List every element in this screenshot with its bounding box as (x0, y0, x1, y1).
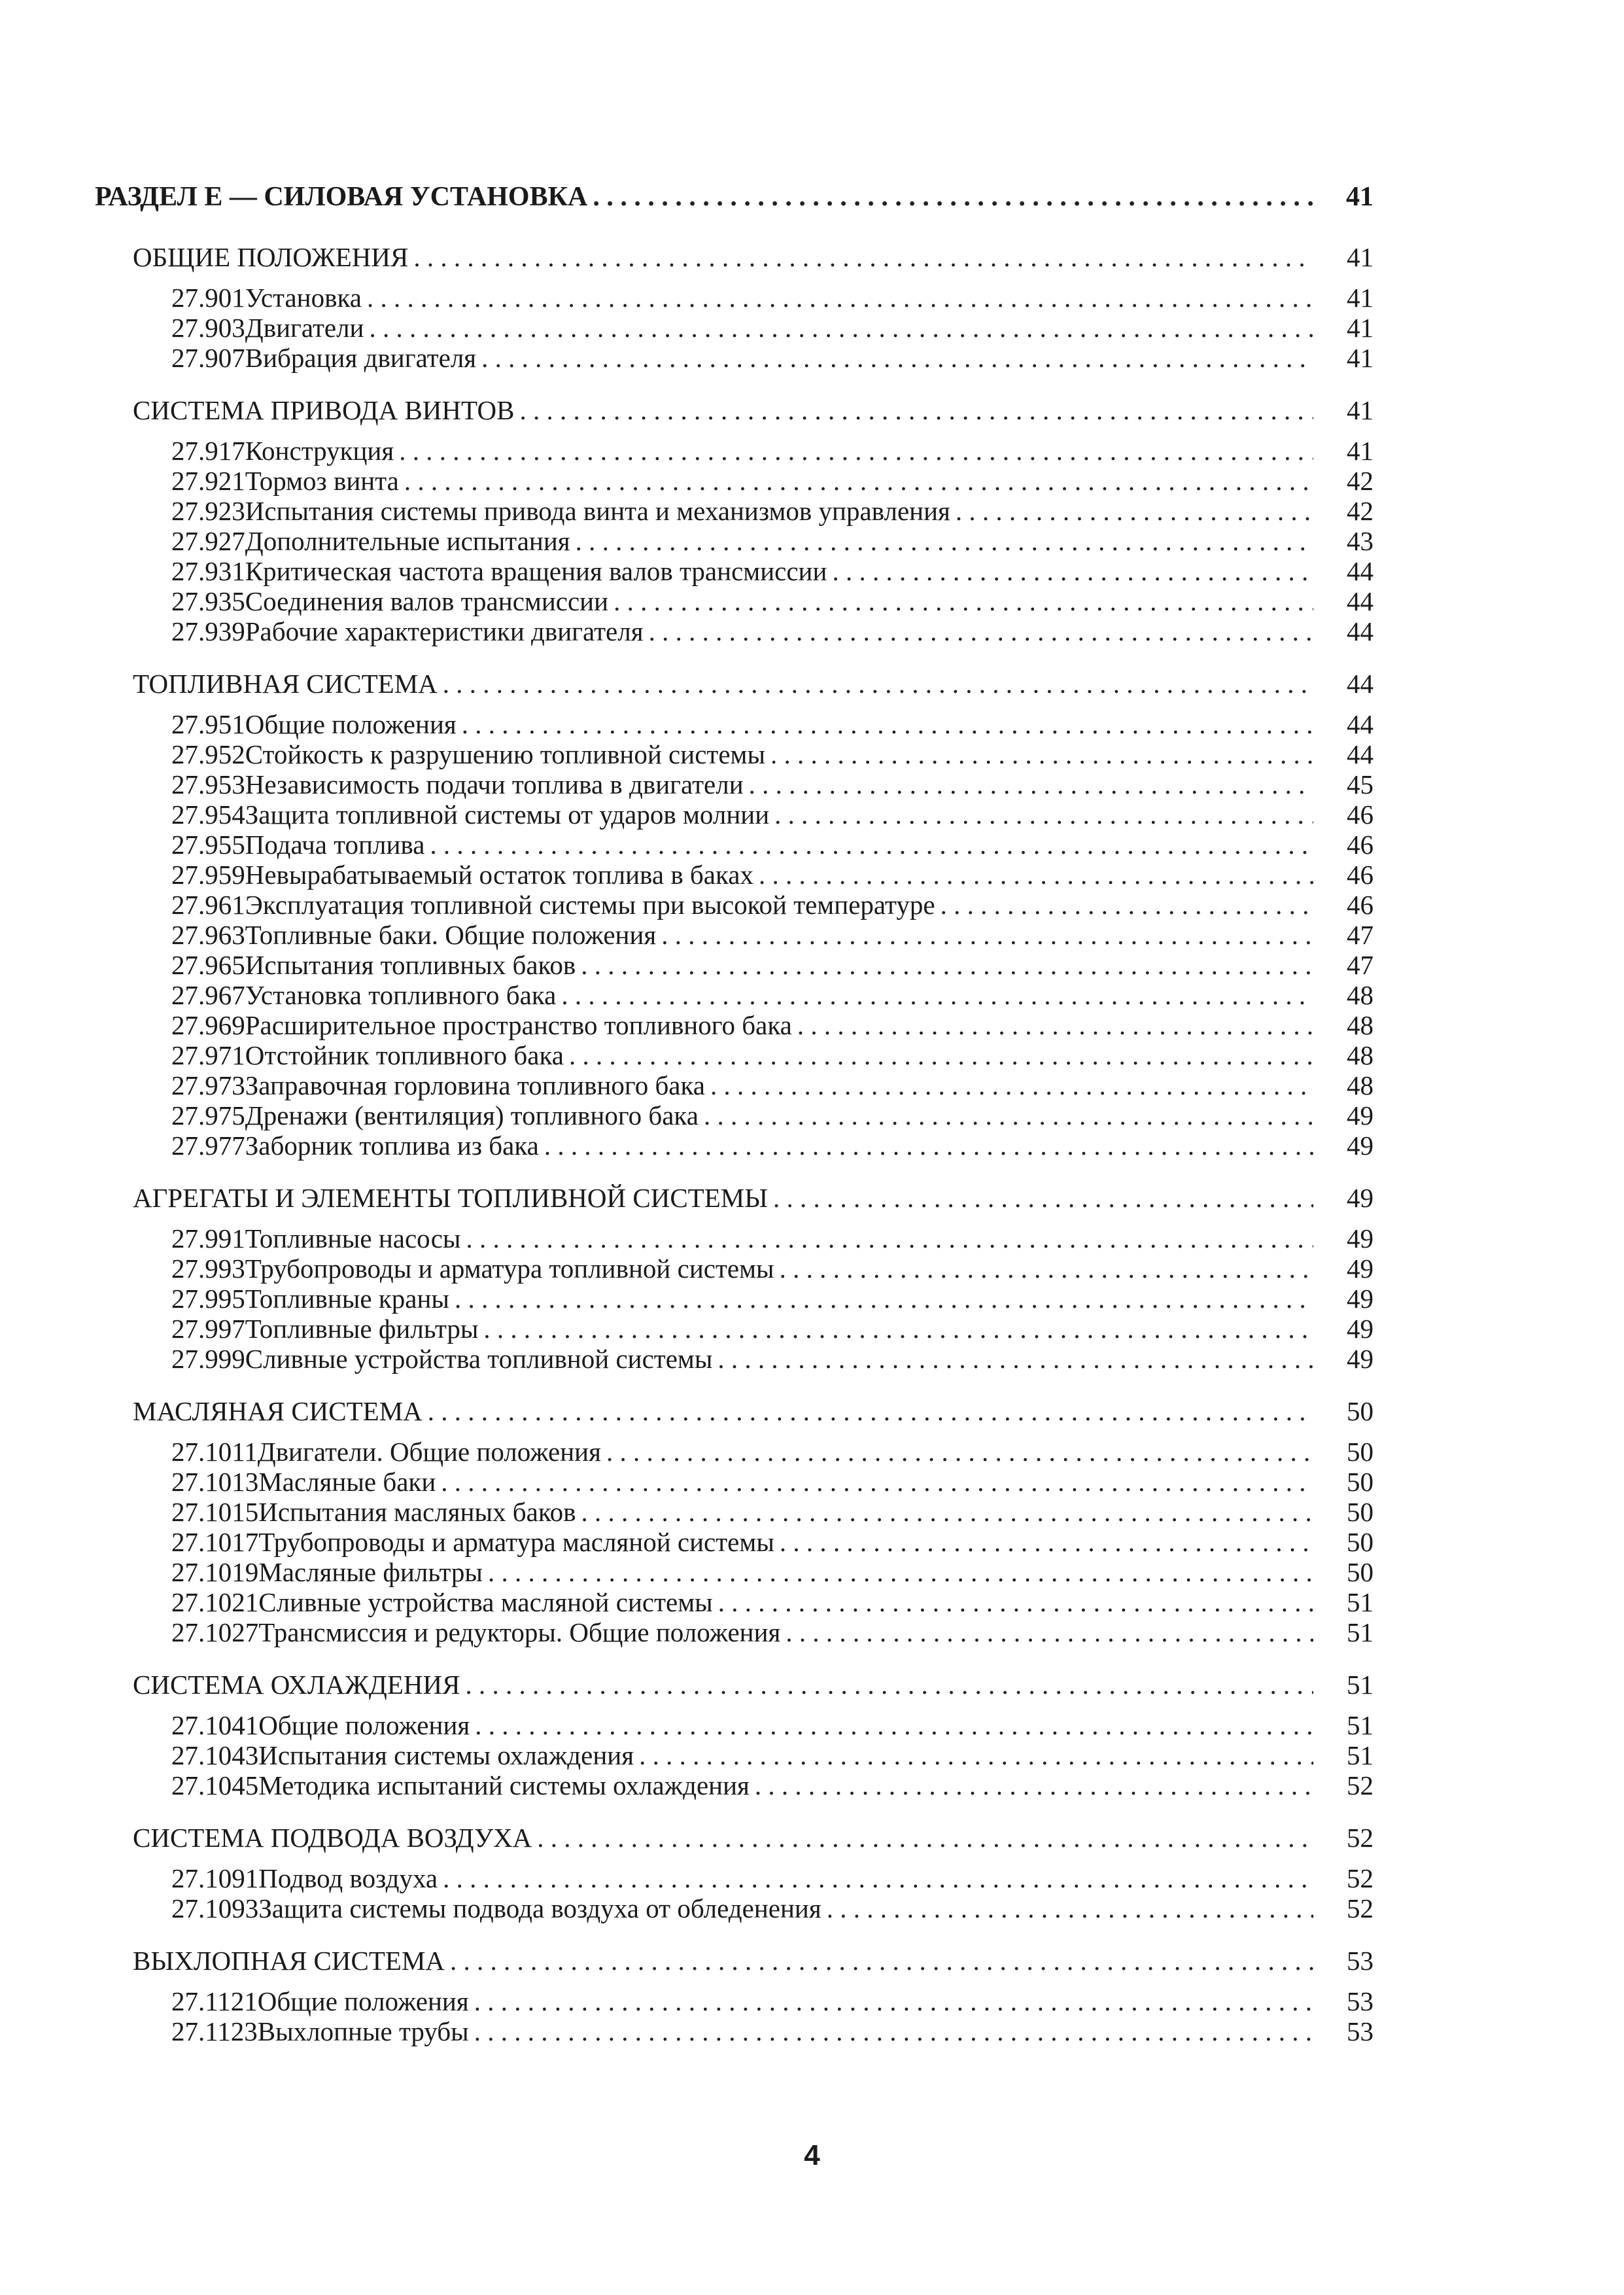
entry-title: Тормоз винта (245, 466, 399, 496)
entry-number: 27.901 (171, 283, 245, 313)
dot-leader (404, 466, 1313, 497)
dot-leader (430, 830, 1313, 860)
dot-leader (443, 1863, 1313, 1894)
entry-title: Подача топлива (245, 830, 425, 860)
entry-title: Дренажи (вентиляция) топливного бака (245, 1100, 699, 1130)
section-page: 53 (1347, 1946, 1373, 1976)
entry-page: 46 (1347, 799, 1373, 830)
entry-number: 27.959 (171, 860, 245, 890)
entry-title: Трансмиссия и редукторы. Общие положения (258, 1617, 781, 1647)
entry-number: 27.903 (171, 313, 245, 343)
dot-leader (704, 1100, 1313, 1131)
entry-page: 41 (1347, 343, 1373, 373)
dot-leader (832, 556, 1313, 587)
entry-title: Общие положения (245, 709, 457, 739)
dot-leader (941, 890, 1313, 920)
toc-entry[interactable] (95, 1223, 1373, 1253)
entry-page: 50 (1347, 1467, 1373, 1497)
entry-title: Испытания системы охлаждения (258, 1740, 634, 1770)
entry-number: 27.1021 (171, 1587, 259, 1617)
entry-number: 27.935 (171, 586, 245, 616)
toc-entry[interactable] (95, 1557, 1373, 1587)
toc-entry[interactable] (95, 1437, 1373, 1467)
toc-entry[interactable] (95, 1467, 1373, 1497)
toc-entry[interactable] (95, 1314, 1373, 1344)
toc-entry[interactable] (95, 1740, 1373, 1770)
entry-title: Эксплуатация топливной системы при высокой температуре (245, 890, 935, 920)
entry-title: Расширительное пространство топливного бака (245, 1010, 792, 1040)
entry-title: Общие положения (258, 1710, 470, 1740)
dot-leader (474, 2016, 1313, 2047)
entry-page: 49 (1347, 1284, 1373, 1314)
dot-leader (520, 395, 1314, 426)
entry-title: Независимость подачи топлива в двигатели (245, 769, 744, 799)
entry-title: Подвод воздуха (258, 1863, 438, 1893)
toc-entry[interactable] (95, 313, 1373, 343)
entry-title: Общие положения (257, 1986, 469, 2016)
entry-title: Стойкость к разрушению топливной системы (245, 739, 766, 769)
entry-number: 27.997 (171, 1314, 245, 1344)
dot-leader (569, 1040, 1313, 1071)
entry-page: 48 (1347, 1040, 1373, 1070)
dot-leader (450, 1946, 1313, 1976)
entry-page: 50 (1347, 1437, 1373, 1467)
dot-leader (956, 496, 1313, 527)
toc-entry[interactable] (95, 586, 1373, 616)
section-heading[interactable] (95, 1823, 1373, 1854)
toc-entry[interactable] (95, 2016, 1373, 2046)
toc-entry[interactable] (95, 860, 1373, 890)
toc-section (95, 242, 1373, 373)
section-heading[interactable] (95, 395, 1373, 427)
entry-page: 44 (1347, 556, 1373, 586)
entry-page: 41 (1347, 283, 1373, 313)
entry-title: Топливные краны (245, 1284, 449, 1314)
toc-entry[interactable] (95, 1617, 1373, 1647)
section-heading[interactable] (95, 1670, 1373, 1701)
entry-title: Сливные устройства топливной системы (245, 1344, 713, 1374)
entry-number: 27.953 (171, 769, 245, 799)
dot-leader (581, 1497, 1313, 1528)
entry-title: Масляные фильтры (258, 1557, 483, 1587)
dot-leader (544, 1130, 1313, 1161)
toc-section (95, 669, 1373, 1161)
dot-leader (561, 980, 1313, 1011)
section-title: СИСТЕМА ПРИВОДА ВИНТОВ (133, 395, 515, 425)
dot-leader (428, 1396, 1313, 1427)
entry-page: 50 (1347, 1497, 1373, 1527)
entry-number: 27.955 (171, 830, 245, 860)
section-title: МАСЛЯНАЯ СИСТЕМА (133, 1396, 423, 1426)
dot-leader (606, 1437, 1313, 1467)
dot-leader (441, 1467, 1313, 1498)
entry-number: 27.999 (171, 1344, 245, 1374)
entry-page: 46 (1347, 830, 1373, 860)
entry-title: Соединения валов трансмиссии (245, 586, 609, 616)
dot-leader (718, 1587, 1313, 1618)
entry-number: 27.931 (171, 556, 245, 586)
dot-leader (780, 1527, 1313, 1558)
section-page: 41 (1347, 242, 1373, 272)
entry-title: Сливные устройства масляной системы (258, 1587, 713, 1617)
section-heading[interactable] (95, 669, 1373, 700)
entry-title: Методика испытаний системы охлаждения (258, 1770, 750, 1800)
toc-entry[interactable] (95, 1284, 1373, 1314)
dot-leader (413, 242, 1313, 273)
entry-number: 27.923 (171, 496, 245, 526)
part-heading[interactable] (95, 182, 1373, 228)
entry-number: 27.1011 (171, 1437, 258, 1467)
entry-title: Масляные баки (258, 1467, 436, 1497)
entry-page: 51 (1347, 1740, 1373, 1770)
toc-entry[interactable] (95, 709, 1373, 739)
section-title: ОБЩИЕ ПОЛОЖЕНИЯ (133, 242, 409, 272)
toc-entry[interactable] (95, 739, 1373, 769)
entry-number: 27.967 (171, 980, 245, 1010)
entry-number: 27.927 (171, 526, 245, 556)
section-page: 41 (1347, 395, 1373, 425)
toc-entry[interactable] (95, 920, 1373, 950)
entry-number: 27.961 (171, 890, 245, 920)
toc-entry[interactable] (95, 1070, 1373, 1100)
entry-number: 27.963 (171, 920, 245, 950)
dot-leader (465, 1670, 1313, 1700)
entry-title: Защита системы подвода воздуха от обледенения (258, 1893, 821, 1923)
toc-entry[interactable] (95, 1986, 1373, 2016)
toc-section (95, 1823, 1373, 1923)
entry-number: 27.1013 (171, 1467, 259, 1497)
entry-title: Топливные фильтры (245, 1314, 479, 1344)
entry-number: 27.975 (171, 1100, 245, 1130)
sections-container (95, 242, 1373, 2046)
entry-page: 46 (1347, 890, 1373, 920)
entry-page: 47 (1347, 950, 1373, 980)
dot-leader (475, 1710, 1313, 1741)
toc-section (95, 395, 1373, 646)
table-of-contents (95, 182, 1373, 2069)
entry-title: Защита топливной системы от ударов молнии (245, 799, 770, 830)
toc-entry[interactable] (95, 1587, 1373, 1617)
dot-leader (786, 1617, 1313, 1648)
entry-number: 27.1017 (171, 1527, 259, 1557)
entry-number: 27.954 (171, 799, 245, 830)
section-heading[interactable] (95, 242, 1373, 273)
entry-number: 27.1045 (171, 1770, 259, 1800)
entry-page: 50 (1347, 1557, 1373, 1587)
section-title: АГРЕГАТЫ И ЭЛЕМЕНТЫ ТОПЛИВНОЙ СИСТЕМЫ (133, 1183, 768, 1213)
section-title: ТОПЛИВНАЯ СИСТЕМА (133, 669, 438, 699)
entry-title: Испытания системы привода винта и механизмов управления (245, 496, 950, 526)
entry-page: 51 (1347, 1617, 1373, 1647)
entry-number: 27.973 (171, 1070, 245, 1100)
entry-page: 43 (1347, 526, 1373, 556)
entry-number: 27.971 (171, 1040, 245, 1070)
entry-page: 44 (1347, 586, 1373, 616)
entry-title: Рабочие характеристики двигателя (245, 616, 644, 646)
entry-page: 48 (1347, 1070, 1373, 1100)
entry-title: Топливные баки. Общие положения (245, 920, 657, 950)
toc-entry[interactable] (95, 890, 1373, 920)
toc-entry[interactable] (95, 1344, 1373, 1374)
dot-leader (797, 1010, 1313, 1041)
entry-title: Установка топливного бака (245, 980, 557, 1010)
entry-page: 49 (1347, 1253, 1373, 1284)
entry-title: Двигатели. Общие положения (257, 1437, 601, 1467)
entry-number: 27.917 (171, 436, 245, 466)
toc-entry[interactable] (95, 1253, 1373, 1284)
page-number: 4 (804, 2139, 820, 2171)
entry-number: 27.939 (171, 616, 245, 646)
entry-title: Установка (245, 283, 362, 313)
toc-entry[interactable] (95, 496, 1373, 526)
section-heading[interactable] (95, 1946, 1373, 1977)
dot-leader (581, 950, 1313, 981)
entry-number: 27.1091 (171, 1863, 259, 1893)
entry-page: 50 (1347, 1527, 1373, 1557)
entry-page: 42 (1347, 496, 1373, 526)
section-page: 52 (1347, 1823, 1373, 1853)
toc-section (95, 1396, 1373, 1647)
entry-page: 44 (1347, 709, 1373, 739)
dot-leader (773, 1183, 1313, 1214)
toc-entry[interactable] (95, 466, 1373, 496)
toc-entry[interactable] (95, 769, 1373, 799)
entry-title: Испытания топливных баков (245, 950, 576, 980)
entry-page: 42 (1347, 466, 1373, 496)
section-page: 49 (1347, 1183, 1373, 1213)
entry-number: 27.1121 (171, 1986, 258, 2016)
toc-entry[interactable] (95, 1770, 1373, 1800)
entry-page: 45 (1347, 769, 1373, 799)
entry-page: 46 (1347, 860, 1373, 890)
dot-leader (537, 1823, 1313, 1853)
toc-entry[interactable] (95, 343, 1373, 373)
dot-leader (717, 1344, 1313, 1375)
dot-leader (474, 1986, 1313, 2017)
dot-leader (399, 436, 1313, 466)
entry-title: Невырабатываемый остаток топлива в баках (245, 860, 753, 890)
dot-leader (613, 586, 1313, 617)
section-page: 50 (1347, 1396, 1373, 1426)
entry-page: 51 (1347, 1587, 1373, 1617)
dot-leader (749, 769, 1313, 800)
part-page: 41 (1346, 182, 1373, 212)
toc-entry[interactable] (95, 1863, 1373, 1893)
toc-entry[interactable] (95, 616, 1373, 646)
dot-leader (576, 526, 1313, 557)
dot-leader (370, 313, 1314, 343)
toc-entry[interactable] (95, 1527, 1373, 1557)
entry-title: Критическая частота вращения валов трансмиссии (245, 556, 827, 586)
dot-leader (661, 920, 1313, 951)
toc-entry[interactable] (95, 1497, 1373, 1527)
dot-leader (827, 1893, 1313, 1924)
entry-page: 51 (1347, 1710, 1373, 1740)
toc-section (95, 1946, 1373, 2046)
dot-leader (455, 1284, 1313, 1314)
entry-number: 27.995 (171, 1284, 245, 1314)
entry-page: 47 (1347, 920, 1373, 950)
toc-entry[interactable] (95, 950, 1373, 980)
section-heading[interactable] (95, 1183, 1373, 1214)
toc-entry[interactable] (95, 799, 1373, 830)
section-heading[interactable] (95, 1396, 1373, 1428)
section-title: ВЫХЛОПНАЯ СИСТЕМА (133, 1946, 445, 1976)
entry-number: 27.1093 (171, 1893, 259, 1923)
dot-leader (462, 709, 1313, 740)
section-page: 44 (1347, 669, 1373, 699)
dot-leader (466, 1223, 1313, 1254)
toc-section (95, 1670, 1373, 1800)
entry-number: 27.952 (171, 739, 245, 769)
entry-number: 27.977 (171, 1130, 245, 1161)
toc-entry[interactable] (95, 1893, 1373, 1923)
toc-entry[interactable] (95, 1010, 1373, 1040)
dot-leader (593, 182, 1313, 213)
dot-leader (759, 860, 1313, 890)
toc-section (95, 1183, 1373, 1374)
dot-leader (367, 283, 1313, 313)
dot-leader (639, 1740, 1313, 1771)
entry-number: 27.965 (171, 950, 245, 980)
section-title: СИСТЕМА ОХЛАЖДЕНИЯ (133, 1670, 460, 1700)
dot-leader (780, 1253, 1313, 1284)
section-title: СИСТЕМА ПОДВОДА ВОЗДУХА (133, 1823, 532, 1853)
entry-page: 48 (1347, 980, 1373, 1010)
entry-page: 41 (1347, 436, 1373, 466)
entry-number: 27.907 (171, 343, 245, 373)
dot-leader (755, 1770, 1313, 1801)
toc-entry[interactable] (95, 830, 1373, 860)
entry-number: 27.991 (171, 1223, 245, 1253)
dot-leader (770, 739, 1313, 770)
entry-page: 52 (1347, 1893, 1373, 1923)
part-title: РАЗДЕЛ Е — СИЛОВАЯ УСТАНОВКА (95, 182, 588, 212)
toc-entry[interactable] (95, 436, 1373, 466)
entry-title: Трубопроводы и арматура масляной системы (258, 1527, 774, 1557)
dot-leader (710, 1070, 1313, 1101)
entry-number: 27.1041 (171, 1710, 259, 1740)
entry-number: 27.1015 (171, 1497, 259, 1527)
toc-entry[interactable] (95, 1130, 1373, 1161)
dot-leader (481, 343, 1313, 374)
entry-title: Заборник топлива из бака (245, 1130, 539, 1161)
entry-page: 52 (1347, 1863, 1373, 1893)
dot-leader (483, 1314, 1313, 1344)
entry-number: 27.1043 (171, 1740, 259, 1770)
entry-page: 48 (1347, 1010, 1373, 1040)
dot-leader (488, 1557, 1313, 1588)
entry-page: 52 (1347, 1770, 1373, 1800)
entry-page: 41 (1347, 313, 1373, 343)
entry-page: 49 (1347, 1100, 1373, 1130)
dot-leader (774, 799, 1313, 830)
dot-leader (649, 616, 1313, 647)
entry-page: 49 (1347, 1130, 1373, 1161)
toc-entry[interactable] (95, 283, 1373, 313)
dot-leader (443, 669, 1313, 699)
entry-title: Испытания масляных баков (258, 1497, 576, 1527)
entry-title: Трубопроводы и арматура топливной системы (245, 1253, 774, 1284)
entry-title: Конструкция (245, 436, 394, 466)
entry-number: 27.1123 (171, 2016, 258, 2046)
entry-page: 49 (1347, 1223, 1373, 1253)
entry-number: 27.921 (171, 466, 245, 496)
entry-title: Заправочная горловина топливного бака (245, 1070, 705, 1100)
entry-title: Вибрация двигателя (245, 343, 477, 373)
entry-page: 53 (1347, 2016, 1373, 2046)
entry-number: 27.1027 (171, 1617, 259, 1647)
toc-entry[interactable] (95, 1040, 1373, 1070)
section-page: 51 (1347, 1670, 1373, 1700)
entry-page: 44 (1347, 616, 1373, 646)
entry-title: Двигатели (245, 313, 364, 343)
entry-title: Топливные насосы (245, 1223, 461, 1253)
entry-number: 27.951 (171, 709, 245, 739)
toc-entry[interactable] (95, 526, 1373, 556)
entry-page: 44 (1347, 739, 1373, 769)
entry-title: Дополнительные испытания (245, 526, 570, 556)
toc-entry[interactable] (95, 556, 1373, 586)
entry-page: 49 (1347, 1344, 1373, 1374)
toc-entry[interactable] (95, 1100, 1373, 1130)
entry-title: Отстойник топливного бака (245, 1040, 564, 1070)
toc-entry[interactable] (95, 1710, 1373, 1740)
entry-title: Выхлопные трубы (257, 2016, 469, 2046)
entry-number: 27.969 (171, 1010, 245, 1040)
entry-number: 27.993 (171, 1253, 245, 1284)
entry-page: 53 (1347, 1986, 1373, 2016)
entry-number: 27.1019 (171, 1557, 259, 1587)
toc-entry[interactable] (95, 980, 1373, 1010)
entry-page: 49 (1347, 1314, 1373, 1344)
